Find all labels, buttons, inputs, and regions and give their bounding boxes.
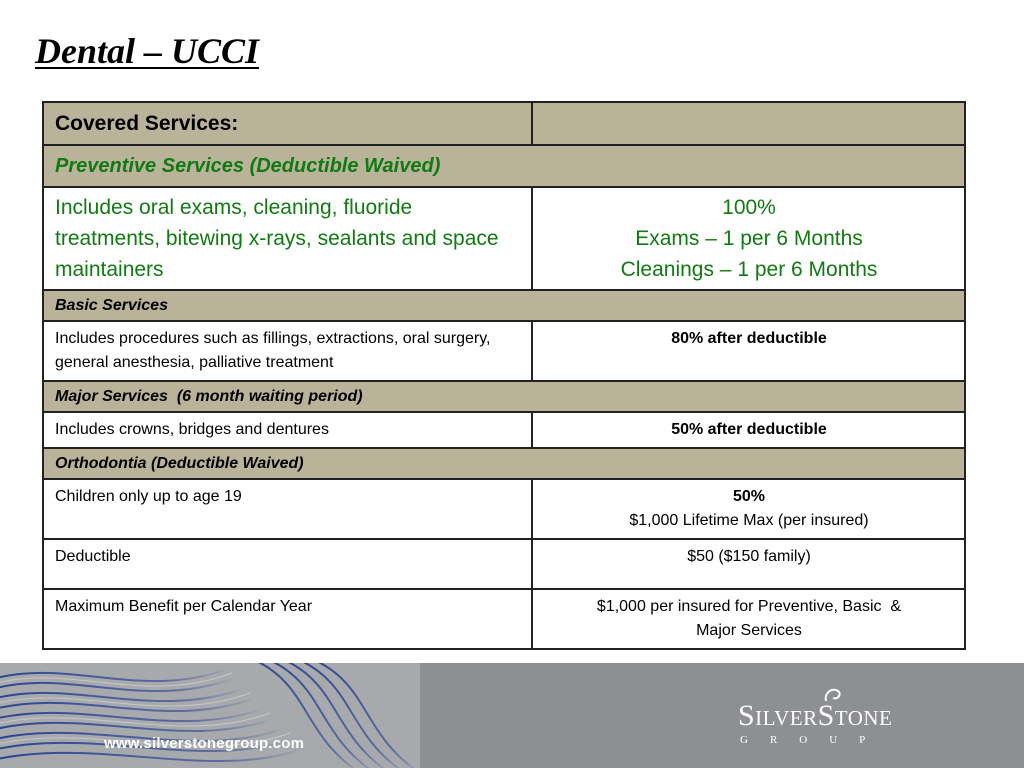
silverstone-logo <box>738 685 938 755</box>
ortho-description: Children only up to age 19 <box>43 479 532 539</box>
max-benefit-value <box>532 589 965 649</box>
section-major <box>43 381 965 412</box>
section-preventive <box>43 145 965 187</box>
header-empty-cell <box>532 102 965 145</box>
major-value: 50% after deductible <box>532 412 965 448</box>
basic-value: 80% after deductible <box>532 321 965 381</box>
preventive-exams: Exams – 1 per 6 Months <box>635 227 863 250</box>
max-benefit-line1: $1,000 per insured for Preventive, Basic & <box>596 598 902 615</box>
benefits-table <box>42 101 966 650</box>
preventive-percent: 100% <box>722 196 776 219</box>
max-benefit-label: Maximum Benefit per Calendar Year <box>43 589 532 649</box>
deductible-label: Deductible <box>43 539 532 589</box>
preventive-description: Includes oral exams, cleaning, fluoride treatments, bitewing x-rays, sealants and space maintainers <box>43 187 532 290</box>
section-ortho-label: Orthodontia (Deductible Waived) <box>43 448 965 479</box>
ortho-percent: 50% <box>732 488 766 505</box>
footer-banner <box>0 663 1024 768</box>
header-covered-services: Covered Services: <box>43 102 532 145</box>
slide-title: Dental – UCCI <box>35 31 260 71</box>
preventive-value <box>532 187 965 290</box>
section-major-label: Major Services (6 month waiting period) <box>43 381 965 412</box>
ortho-lifetime-max: $1,000 Lifetime Max (per insured) <box>629 512 869 529</box>
deductible-value: $50 ($150 family) <box>532 539 965 589</box>
major-description: Includes crowns, bridges and dentures <box>43 412 532 448</box>
section-preventive-label: Preventive Services (Deductible Waived) <box>43 145 965 187</box>
preventive-cleanings: Cleanings – 1 per 6 Months <box>620 258 878 281</box>
basic-description: Includes procedures such as fillings, extractions, oral surgery, general anesthesia, palliative treatment <box>43 321 532 381</box>
table-header-row <box>43 102 965 145</box>
ortho-value <box>532 479 965 539</box>
max-benefit-line2: Major Services <box>696 622 802 639</box>
section-basic <box>43 290 965 321</box>
section-basic-label: Basic Services <box>43 290 965 321</box>
table-row <box>43 321 965 381</box>
section-ortho <box>43 448 965 479</box>
table-row <box>43 412 965 448</box>
table-row <box>43 479 965 539</box>
logo-wordmark: SilverStone <box>738 699 893 732</box>
swirl-graphic <box>0 663 420 768</box>
logo-subtitle: GROUP <box>740 734 888 746</box>
footer-url: www.silverstonegroup.com <box>104 735 305 752</box>
table-row <box>43 589 965 649</box>
table-row <box>43 539 965 589</box>
table-row <box>43 187 965 290</box>
